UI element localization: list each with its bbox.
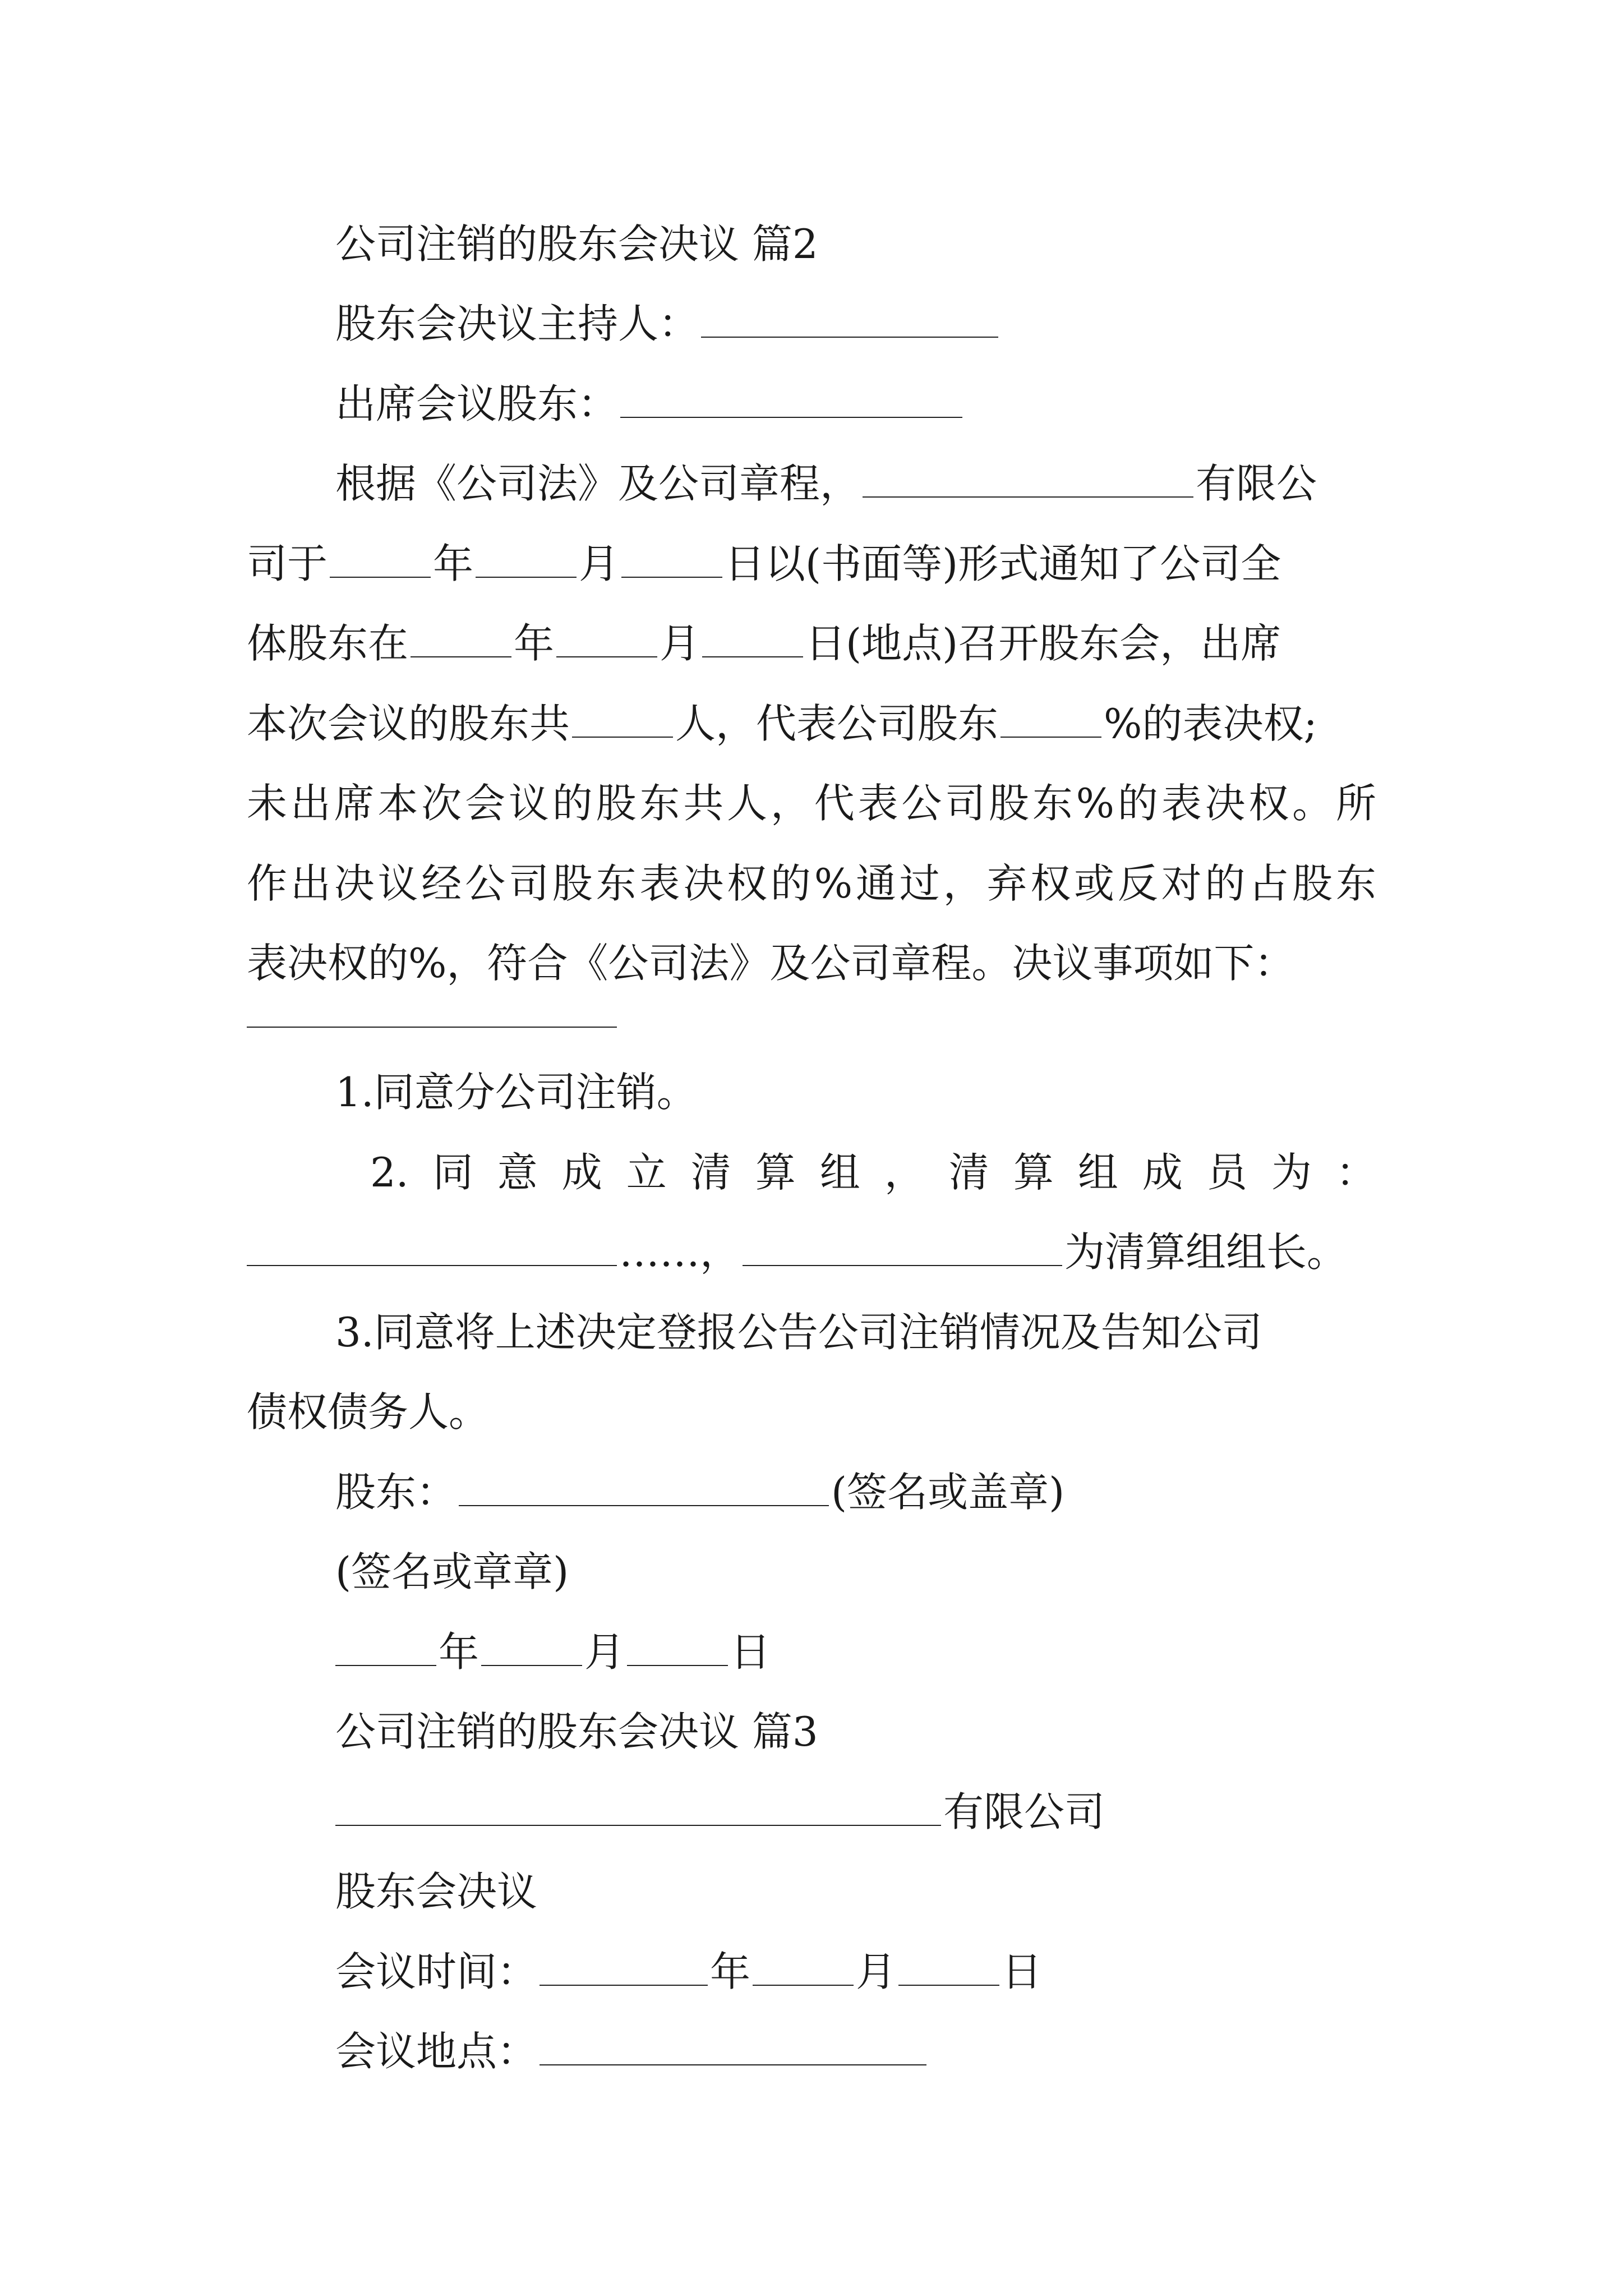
sig-year-blank[interactable] (335, 1631, 436, 1666)
resolution-item-3-cont (247, 1384, 1376, 1440)
intro-text-2a: 司于 (247, 540, 328, 587)
section-heading-3 (335, 1704, 818, 1760)
shareholder-signature-line (335, 1464, 1064, 1520)
intro-text-4a: 本次会议的股东共 (247, 700, 570, 747)
attendees-blank[interactable] (620, 383, 962, 418)
team-leader-suffix: 为清算组组长。 (1064, 1228, 1348, 1276)
resolution-item-3-text: 3.同意将上述决定登报公告公司注销情况及告知公司 (335, 1309, 1262, 1356)
notice-month-blank[interactable] (476, 542, 577, 578)
meeting-time-label: 会议时间： (335, 1948, 538, 1995)
resolution-item-3 (335, 1304, 1262, 1360)
company-name-blank[interactable] (863, 462, 1193, 498)
attendees-line (335, 376, 965, 432)
team-leader-blank[interactable] (743, 1231, 1062, 1266)
attendee-count-blank[interactable] (572, 702, 673, 738)
sig-day-blank[interactable] (627, 1631, 728, 1666)
shareholder-label: 股东： (335, 1469, 457, 1516)
intro-text-5: 未出席本次会议的股东共人，代表公司股东%的表决权。所 (247, 780, 1376, 827)
intro-line-3 (247, 615, 1376, 671)
company-name-blank-2[interactable] (335, 1791, 941, 1826)
meeting-place-label: 会议地点： (335, 2028, 538, 2075)
host-label: 股东会决议主持人： (335, 300, 699, 347)
intro-text-3d: 日(地点)召开股东会，出席 (805, 620, 1281, 667)
host-line (335, 296, 1000, 352)
intro-line-7 (247, 935, 1376, 991)
intro-text-7: 表决权的%，符合《公司法》及公司章程。决议事项如下： (247, 940, 1295, 987)
resolution-title (335, 1864, 537, 1920)
intro-line-2 (247, 536, 1376, 592)
resolution-item-2-text: 2.同意成立清算组，清算组成员为： (370, 1149, 1376, 1196)
intro-line-4 (247, 696, 1376, 752)
resolution-item-3-text-cont: 债权债务人。 (247, 1388, 490, 1435)
sign-or-stamp-line (335, 1544, 569, 1600)
meeting-time-day-label: 日 (1002, 1948, 1043, 1995)
intro-text-4b: 人，代表公司股东 (675, 700, 999, 747)
intro-text-3c: 月 (660, 620, 700, 667)
sig-day-label: 日 (730, 1628, 771, 1676)
liquidation-members-line (247, 1224, 1376, 1280)
meeting-time-line (335, 1944, 1042, 2000)
meeting-day-blank[interactable] (702, 622, 803, 657)
attendees-label: 出席会议股东： (335, 380, 619, 427)
signature-date-line (335, 1624, 771, 1680)
intro-text-2d: 日以(书面等)形式通知了公司全 (725, 540, 1281, 587)
sign-or-stamp-text: (签名或章章) (335, 1548, 569, 1595)
meeting-time-month-label: 月 (856, 1948, 897, 1995)
intro-text-6: 作出决议经公司股东表决权的%通过，弃权或反对的占股东 (247, 860, 1376, 907)
section-heading-2-text: 公司注销的股东会决议 篇2 (335, 220, 818, 268)
intro-line-5 (247, 775, 1376, 831)
sign-or-seal-text: (签名或盖章) (831, 1469, 1065, 1516)
vote-percent-blank[interactable] (1000, 702, 1101, 738)
liquidation-members-blank[interactable] (247, 1231, 617, 1266)
shareholder-signature-blank[interactable] (459, 1471, 829, 1506)
notice-year-blank[interactable] (330, 542, 431, 578)
sig-month-label: 月 (584, 1628, 625, 1676)
company-name-line (335, 1784, 1105, 1840)
intro-line-6 (247, 855, 1376, 912)
resolution-title-text: 股东会决议 (335, 1868, 538, 1915)
meeting-time-year-label: 年 (710, 1948, 751, 1995)
meeting-year-blank[interactable] (411, 622, 511, 657)
resolution-item-1-text: 1.同意分公司注销。 (335, 1069, 697, 1116)
meeting-time-day-blank[interactable] (898, 1950, 999, 1986)
section-heading-3-text: 公司注销的股东会决议 篇3 (335, 1708, 818, 1755)
intro-text-3b: 年 (514, 620, 555, 667)
intro-line-1 (335, 455, 1376, 512)
resolution-item-1 (335, 1064, 697, 1120)
intro-text-4c: %的表决权; (1104, 700, 1317, 747)
meeting-time-month-blank[interactable] (753, 1950, 854, 1986)
meeting-place-line (335, 2023, 929, 2079)
resolution-item-2 (370, 1144, 1376, 1200)
intro-text-1a: 根据《公司法》及公司章程， (335, 460, 861, 507)
intro-text-1b: 有限公 (1196, 460, 1317, 507)
ellipsis-text: ……， (619, 1228, 741, 1276)
notice-day-blank[interactable] (621, 542, 722, 578)
host-blank[interactable] (701, 302, 998, 338)
intro-text-3a: 体股东在 (247, 620, 409, 667)
separator-line (247, 1027, 617, 1028)
meeting-month-blank[interactable] (556, 622, 657, 657)
intro-text-2b: 年 (433, 540, 474, 587)
meeting-place-blank[interactable] (540, 2030, 926, 2065)
intro-text-2c: 月 (579, 540, 620, 587)
company-suffix: 有限公司 (943, 1788, 1105, 1835)
meeting-time-year-blank[interactable] (540, 1950, 708, 1986)
section-heading-2 (335, 216, 818, 272)
sig-month-blank[interactable] (481, 1631, 582, 1666)
sig-year-label: 年 (439, 1628, 479, 1676)
